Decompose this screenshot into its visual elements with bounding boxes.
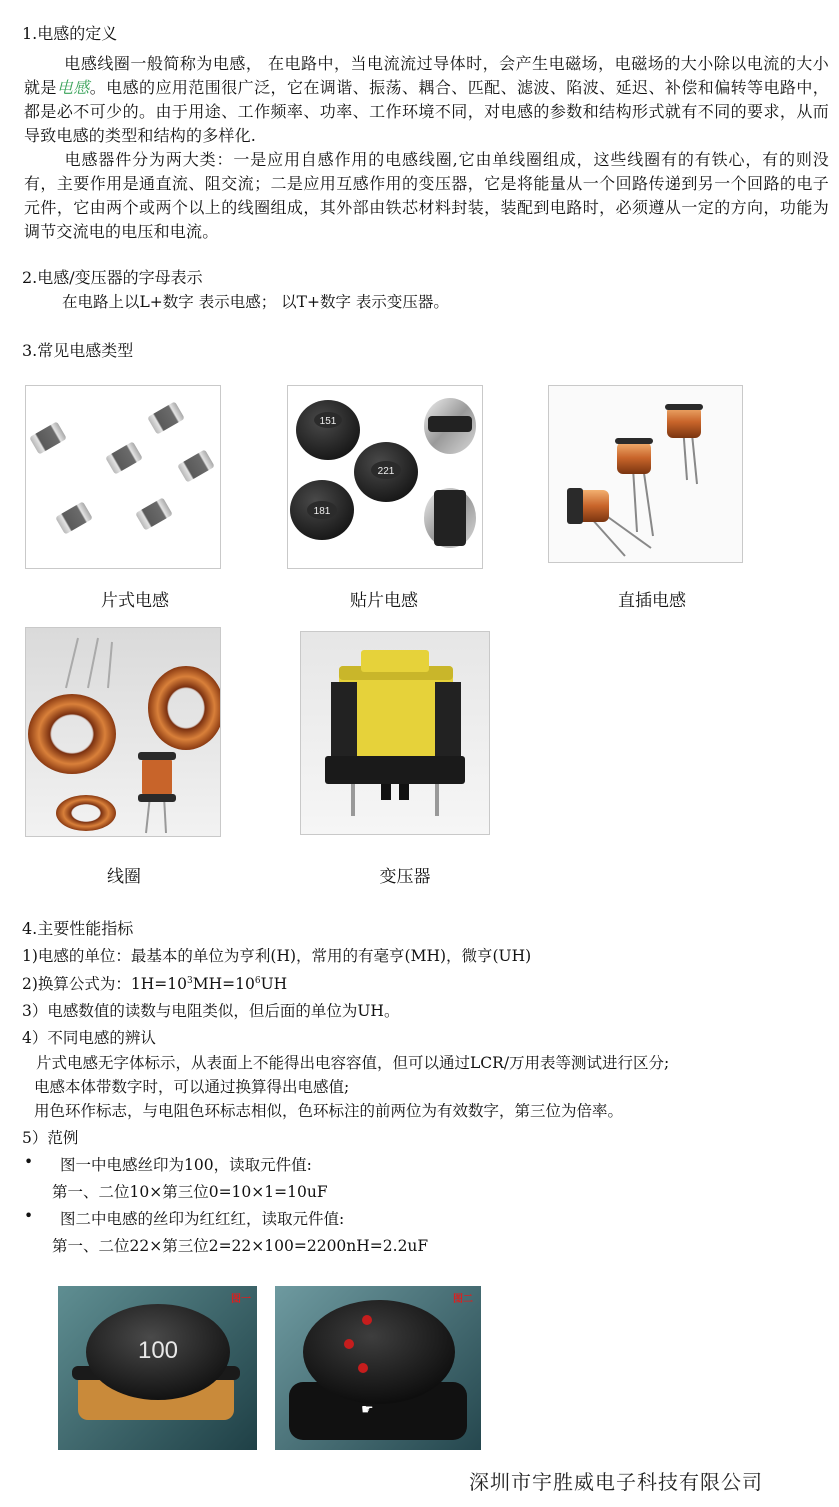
example-1-calc: 第一、二位10×第三位0=10×1=10uF [52, 1183, 328, 1201]
coil-photo [25, 627, 221, 837]
identify-title: 4）不同电感的辨认 [22, 1029, 156, 1047]
identify-chip: 片式电感无字体标示，从表面上不能得出电容容值，但可以通过LCR/万用表等测试进行区分; [36, 1054, 670, 1072]
conversion-exp-2: 6 [254, 976, 261, 986]
transformer-photo [300, 631, 490, 835]
conversion-text-b: MH=10 [192, 975, 255, 993]
identify-number: 电感本体带数字时，可以通过换算得出电感值; [34, 1078, 350, 1096]
example-1-text: 图一中电感丝印为100，读取元件值: [60, 1156, 312, 1174]
conversion-line [22, 972, 287, 994]
section-2-text: 在电路上以L+数字 表示电感； 以T+数字 表示变压器。 [62, 293, 449, 311]
red-dot-2 [344, 1339, 354, 1349]
caption-chip-inductor: 片式电感 [101, 591, 169, 611]
conversion-text-a: 2)换算公式为：1H=10 [22, 975, 187, 993]
conversion-text-c: UH [260, 975, 288, 993]
through-hole-inductor-photo [548, 385, 743, 563]
section-1-title: 1.电感的定义 [22, 24, 118, 43]
fig2-tag: 图二 [453, 1294, 473, 1305]
smd-inductor-photo [287, 385, 483, 569]
caption-through-hole-inductor: 直插电感 [618, 591, 686, 611]
unit-line: 1)电感的单位：最基本的单位为亨利(H)，常用的有毫亨(MH)，微亨(UH) [22, 947, 532, 965]
smd-label-151: 151 [319, 416, 337, 427]
section-2-title: 2.电感/变压器的字母表示 [22, 268, 203, 287]
para2-text: 电感器件分为两大类：一是应用自感作用的电感线圈,它由单线圈组成，这些线圈有的有铁心，有的则没有，主要作用是通直流、阻交流；二是应用互感作用的变压器，它是将能量从一个回路传递到另一个回路的电子元件，它由两个或两个以上的线圈组成，其外部由铁芯材料封装，装配到电路时，必须遵从一定的方向，功能为调节交流电的电压和电流。 [24, 150, 829, 241]
example-1-image [58, 1286, 257, 1450]
example-photo-1 [58, 1286, 257, 1450]
pointing-hand-icon: ☛ [361, 1402, 374, 1418]
example-title: 5）范例 [22, 1129, 79, 1147]
smd-inductor-image [288, 386, 482, 568]
transformer-image [301, 632, 489, 834]
inductance-highlight: 电感 [56, 78, 90, 97]
caption-coil: 线圈 [107, 867, 141, 887]
coil-image [26, 628, 220, 836]
bullet-1: • [24, 1153, 34, 1171]
smd-label-221: 221 [377, 466, 395, 477]
section-1-paragraph-1 [24, 52, 829, 148]
chip-inductor-image [26, 386, 220, 568]
caption-transformer: 变压器 [379, 867, 431, 887]
fig1-marking: 100 [137, 1337, 179, 1364]
example-2-text: 图二中电感的丝印为红红红，读取元件值: [60, 1210, 345, 1228]
company-name: 深圳市宇胜威电子科技有限公司 [469, 1470, 763, 1494]
smd-label-181: 181 [313, 506, 331, 517]
para1-text-a: 电感线圈一般简称为电感， 在电路中，当电流流过导体时，会产生电磁场，电磁场的大小除以电流的大小就是 [24, 54, 829, 97]
inductor-151 [296, 400, 360, 460]
chip-inductor-photo [25, 385, 221, 569]
example-photo-2 [275, 1286, 481, 1450]
caption-smd-inductor: 贴片电感 [350, 591, 418, 611]
section-3-title: 3.常见电感类型 [22, 341, 134, 360]
conversion-exp-1: 3 [187, 976, 193, 986]
red-dot-1 [362, 1315, 372, 1325]
section-1-paragraph-2 [24, 148, 829, 244]
example-2-image [275, 1286, 481, 1450]
bullet-2: • [24, 1207, 34, 1225]
through-hole-inductor-image [549, 386, 742, 562]
para1-text-b: 。电感的应用范围很广泛，它在调谐、振荡、耦合、匹配、滤波、陷波、延迟、补偿和偏转等电路中，都是必不可少的。由于用途、工作频率、功率、工作环境不同，对电感的参数和结构形式就有不同的要求，从而导致电感的类型和结构的多样化. [24, 78, 829, 145]
fig1-tag: 图一 [231, 1294, 251, 1305]
section-4-title: 4.主要性能指标 [22, 919, 134, 938]
reading-line: 3）电感数值的读数与电阻类似，但后面的单位为UH。 [22, 1002, 400, 1020]
red-dot-3 [358, 1363, 368, 1373]
example-2-calc: 第一、二位22×第三位2=22×100=2200nH=2.2uF [52, 1237, 429, 1255]
identify-color-ring: 用色环作标志，与电阻色环标志相似，色环标注的前两位为有效数字，第三位为倍率。 [34, 1102, 624, 1120]
